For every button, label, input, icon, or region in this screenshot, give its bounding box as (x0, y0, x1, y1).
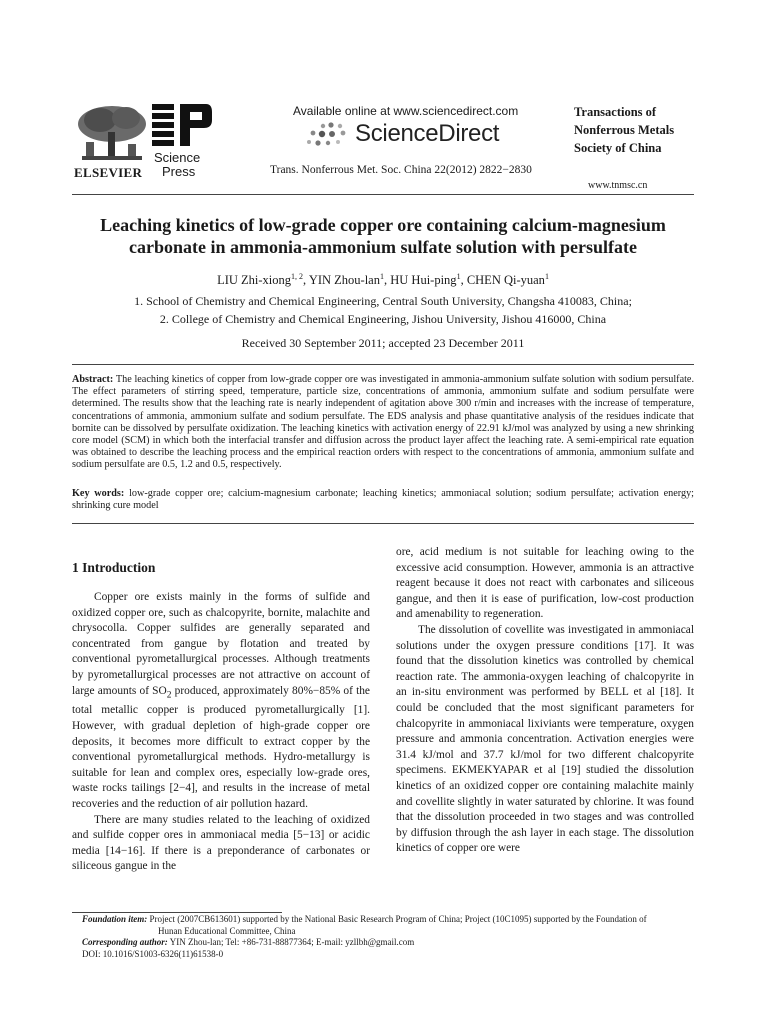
society-name-line: Nonferrous Metals (574, 123, 675, 137)
available-online-text: Available online at www.sciencedirect.com (293, 104, 519, 118)
paragraph-text: Copper ore exists mainly in the forms of sulfide and oxidized copper ore, such as chalcopyrite, bornite, malachite and chrysocolla. Copper sulfides are generally separated and concentrated from gangue by flotation and treated by conventional pyrometallurgical processes. Although treatments by pyrometallurgical processes are not attractive on account of large amounts of SO (72, 591, 370, 697)
corresponding-text: YIN Zhou-lan; Tel: +86-731-88877364; E-mail: yzllbh@gmail.com (169, 937, 415, 947)
author-name: CHEN Qi-yuan (466, 273, 545, 288)
science-press-logo (150, 102, 216, 178)
right-column (396, 545, 694, 857)
society-name-line: Society of China (574, 141, 662, 155)
journal-citation: Trans. Nonferrous Met. Soc. China 22(2012) 2822−2830 (270, 164, 532, 176)
received-dates: Received 30 September 2011; accepted 23 December 2011 (241, 336, 525, 350)
sciencedirect-dots-icon (303, 120, 353, 150)
foundation-note (82, 914, 694, 926)
author-separator: , (303, 273, 309, 288)
author-separator: , (383, 273, 391, 288)
author-affiliation-mark: 1 (456, 272, 461, 281)
science-press-emblem-icon (150, 102, 214, 148)
header-divider (72, 194, 694, 195)
paragraph (72, 590, 370, 813)
doi: DOI: 10.1016/S1003-6326(11)61538-0 (82, 948, 224, 959)
paragraph-text: produced, approximately 80%−85% of the total metallic copper is produced pyrometallurgically [1]. However, with gradual depletion of high-grade copper ore deposits, it becomes more difficult to extract copper by the conventional pyrometallurgical methods. Hydro-metallurgy is suitable for lean and complex ores, especially low-grade ores, waste rocks tailings [2−4], and results in the increase of metal recoveries and the reduction of air pollution hazard. (72, 684, 370, 810)
science-press-line1: Science (154, 150, 201, 165)
foundation-text: Project (2007CB613601) supported by the National Basic Research Program of China; Project (10C1095) supported by the Foundation of (149, 914, 647, 924)
corresponding-label: Corresponding author: (82, 937, 168, 947)
author-name: YIN Zhou-lan (308, 273, 380, 288)
left-column (72, 590, 370, 875)
author-name: HU Hui-ping (390, 273, 457, 288)
elsevier-logo (72, 102, 150, 178)
foundation-label: Foundation item: (82, 914, 148, 924)
society-url: www.tnmsc.cn (588, 180, 648, 191)
sciencedirect-wordmark: ScienceDirect (355, 120, 500, 147)
author-list (72, 272, 694, 288)
author-affiliation-mark: 1, 2 (291, 272, 304, 281)
society-name-line: Transactions of (574, 105, 657, 119)
elsevier-wordmark: ELSEVIER (74, 165, 143, 180)
paragraph: There are many studies related to the leaching of oxidized and sulfide copper ores in ammoniacal media [5−13] or acidic media [14−16]. If there is a preponderance of carbonates or siliceous gangue in the (72, 813, 370, 873)
science-press-line2: Press (162, 164, 196, 179)
section-heading: 1 Introduction (72, 560, 156, 575)
corresponding-note (82, 937, 694, 949)
keywords-label: Key words: (72, 488, 125, 499)
author-name: LIU Zhi-xiong (217, 273, 292, 288)
article-title (72, 214, 694, 258)
author-affiliation-mark: 1 (544, 272, 549, 281)
affiliation-1: 1. School of Chemistry and Chemical Engineering, Central South University, Changsha 410083, China; (134, 294, 632, 308)
keywords-text: low-grade copper ore; calcium-magnesium carbonate; leaching kinetics; ammoniacal solution; sodium persulfate; activation energy; shrinking cure model (72, 488, 695, 512)
author-separator: , (460, 273, 467, 288)
author-affiliation-mark: 1 (379, 272, 384, 281)
title-line: Leaching kinetics of low-grade copper ore containing calcium-magnesium (100, 215, 666, 235)
abstract (72, 374, 694, 472)
keywords (72, 488, 694, 512)
tree-icon (72, 102, 150, 164)
abstract-label: Abstract: (72, 374, 114, 385)
paragraph: ore, acid medium is not suitable for leaching owing to the excessive acid consumption. However, ammonia is an attractive reagent because it does not react with carbonates and siliceous gangue, and then it is ease of purification, low-cost production and amenability to regeneration. (396, 546, 694, 621)
footnote-rule (72, 912, 282, 913)
society-name (574, 103, 694, 157)
abstract-bottom-rule (72, 523, 694, 524)
footnotes (82, 914, 694, 960)
abstract-top-rule (72, 364, 694, 365)
subscript: 2 (166, 689, 172, 700)
affiliation-2: 2. College of Chemistry and Chemical Engineering, Jishou University, Jishou 416000, China (159, 312, 607, 326)
paragraph: The dissolution of covellite was investigated in ammoniacal solutions under the oxygen pressure conditions [17]. It was found that the dissolution kinetics was controlled by chemical reaction rate. The ammonia-oxygen leaching of chalcopyrite in an in-situ environment was performed by BELL et al [18]. It could be concluded that the most significant parameters for chalcopyrite in ammoniacal lixiviants were temperature, oxygen pressure and ammonia concentration. Activation energies were 31.4 kJ/mol and 37.7 kJ/mol for two different chalcopyrite specimens. EKMEKYAPAR et al [19] studied the dissolution kinetics of an oxidized copper ore containing malachite mainly and covellite slightly in water saturated by chlorine. It was found that the dissolution proceeded in two stages and was controlled by diffusion through the ash layer in each stage. The dissolution kinetics of copper ore were (396, 623, 694, 855)
abstract-text: The leaching kinetics of copper from low-grade copper ore was investigated in ammonia-ammonium sulfate solution with sodium persulfate. The effect parameters of stirring speed, temperature, particle size, concentrations of ammonia, ammonium sulfate and sodium persulfate were determined. The results show that the leaching rate is nearly independent of agitation above 300 r/min and increases with the increase of temperature, concentrations of ammonia, ammonium sulfate and sodium persulfate. The EDS analysis and phase quantitative analysis of the residues indicate that bornite can be dissolved by persulfate oxidization. The leaching kinetics with activation energy of 22.91 kJ/mol was analyzed by using a new shrinking core model (SCM) in which both the interfacial transfer and diffusion across the product layer affect the leaching rate. A semi-empirical rate equation was obtained to describe the leaching process and the empirical reaction orders with respect to the concentrations of ammonia, ammonium sulfate and sodium persulfate are 0.5, 1.2 and 0.5, respectively. (72, 374, 694, 471)
title-line: carbonate in ammonia-ammonium sulfate solution with persulfate (129, 237, 637, 257)
foundation-note-continued: Hunan Educational Committee, China (158, 925, 296, 936)
